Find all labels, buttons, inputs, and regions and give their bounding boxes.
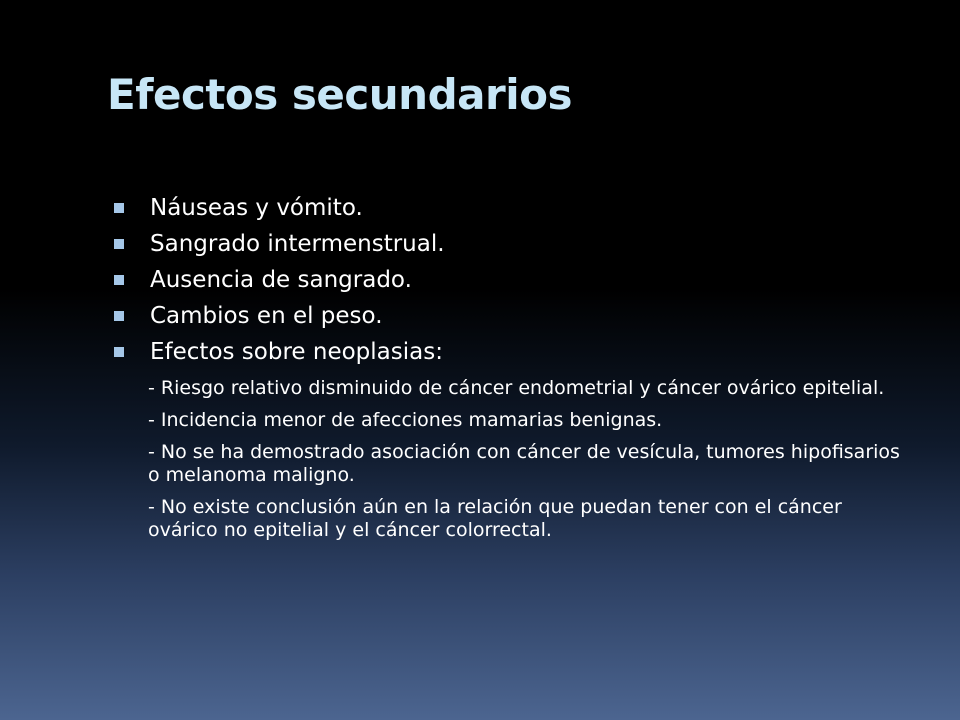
bullet-text: Ausencia de sangrado. <box>150 267 412 293</box>
sub-item-conclusion: - No existe conclusión aún en la relación que puedan tener con el cáncer ovárico no epitelial y el cáncer colorrectal. <box>148 496 842 541</box>
bullet-text: Náuseas y vómito. <box>150 195 363 221</box>
square-bullet-icon <box>114 347 124 357</box>
bullet-text: Cambios en el peso. <box>150 303 383 329</box>
square-bullet-icon <box>114 275 124 285</box>
square-bullet-icon <box>114 203 124 213</box>
bullet-list <box>112 190 912 370</box>
sub-item-riesgo: - Riesgo relativo disminuido de cáncer endometrial y cáncer ovárico epitelial. <box>148 377 885 399</box>
slide-title: Efectos secundarios <box>107 70 572 119</box>
sub-item-asociacion: - No se ha demostrado asociación con cáncer de vesícula, tumores hipofisarios o melanoma maligno. <box>148 441 900 486</box>
bullet-item-peso <box>112 298 912 334</box>
bullet-item-nauseas <box>112 190 912 226</box>
sub-item-incidencia: - Incidencia menor de afecciones mamarias benignas. <box>148 409 663 431</box>
neoplasia-sub-list <box>112 377 912 542</box>
bullet-item-ausencia <box>112 262 912 298</box>
bullet-item-neoplasias <box>112 334 912 370</box>
square-bullet-icon <box>114 311 124 321</box>
slide-content <box>112 190 912 551</box>
bullet-text: Efectos sobre neoplasias: <box>150 339 443 365</box>
bullet-text: Sangrado intermenstrual. <box>150 231 445 257</box>
square-bullet-icon <box>114 239 124 249</box>
bullet-item-sangrado <box>112 226 912 262</box>
